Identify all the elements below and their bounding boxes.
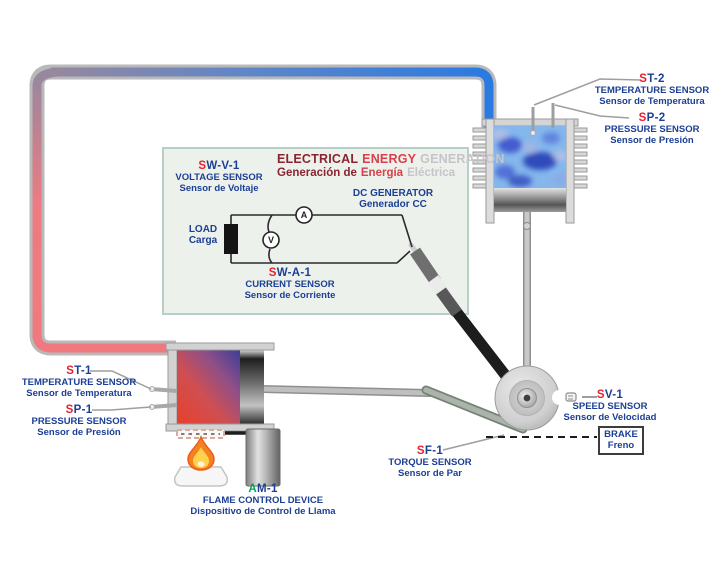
flywheel-axle bbox=[524, 395, 531, 402]
hot-cylinder-wall-left bbox=[168, 350, 177, 424]
st1-label: ST-1 TEMPERATURE SENSOR Sensor de Temperatura bbox=[12, 365, 146, 399]
gas-cylinder bbox=[246, 429, 280, 486]
flame-control-device bbox=[175, 429, 280, 486]
probe-tip-st2 bbox=[531, 131, 536, 136]
swv1-label: SW-V-1 VOLTAGE SENSOR Sensor de Voltaje bbox=[156, 160, 282, 194]
piston-rod-horizontal bbox=[262, 389, 430, 393]
am1-label: AM-1 FLAME CONTROL DEVICE Dispositivo de Control de Llama bbox=[168, 483, 358, 517]
voltmeter-letter: V bbox=[267, 235, 274, 245]
cold-cylinder-lid bbox=[482, 119, 578, 126]
swa1-code: SW-A-1 bbox=[268, 267, 312, 279]
piston-rod-vertical bbox=[524, 212, 531, 382]
st1-code: ST-1 bbox=[66, 365, 92, 377]
tube-left-segment bbox=[37, 72, 62, 338]
cold-cylinder-wall-right bbox=[566, 119, 574, 223]
sv1-label: SV-1 SPEED SENSOR Sensor de Velocidad bbox=[548, 389, 672, 423]
sp1-code: SP-1 bbox=[65, 404, 93, 416]
box-title bbox=[277, 152, 505, 179]
cold-piston bbox=[494, 188, 566, 212]
swv1-code: SW-V-1 bbox=[198, 160, 240, 172]
box-title-es: Generación de Energía Eléctrica bbox=[277, 167, 456, 179]
swa1-label: SW-A-1 CURRENT SENSOR Sensor de Corriente bbox=[228, 267, 352, 301]
dc-generator-label: DC GENERATOR Generador CC bbox=[352, 188, 434, 211]
ammeter-letter: A bbox=[300, 210, 308, 220]
hot-piston bbox=[240, 350, 264, 424]
sp1-label: SP-1 PRESSURE SENSOR Sensor de Presión bbox=[12, 404, 146, 438]
am1-code: AM-1 bbox=[248, 483, 278, 495]
hot-cylinder-plate-top bbox=[166, 343, 274, 350]
st2-label: ST-2 TEMPERATURE SENSOR Sensor de Temperatura bbox=[584, 73, 720, 107]
hot-gas-chamber bbox=[177, 350, 240, 424]
brake-box bbox=[598, 426, 644, 455]
hot-cylinder bbox=[150, 343, 275, 431]
brake-line2: Freno bbox=[607, 440, 635, 452]
cold-cylinder-wall-left bbox=[486, 119, 494, 223]
box-title-en: ELECTRICAL ENERGY GENERATION bbox=[277, 152, 505, 166]
tube-cold-segment bbox=[51, 72, 489, 131]
tube-hot-segment bbox=[37, 322, 176, 348]
sp2-code: SP-2 bbox=[638, 112, 666, 124]
sv1-code: SV-1 bbox=[596, 389, 624, 401]
load-label: LOAD Carga bbox=[188, 224, 218, 247]
brake-line1: BRAKE bbox=[604, 429, 638, 440]
st2-code: ST-2 bbox=[639, 73, 665, 85]
sf1-label: SF-1 TORQUE SENSOR Sensor de Par bbox=[378, 445, 482, 479]
rod-joint bbox=[524, 223, 531, 230]
sp2-label: SP-2 PRESSURE SENSOR Sensor de Presión bbox=[584, 112, 720, 146]
flame bbox=[188, 437, 214, 470]
sf1-code: SF-1 bbox=[416, 445, 444, 457]
